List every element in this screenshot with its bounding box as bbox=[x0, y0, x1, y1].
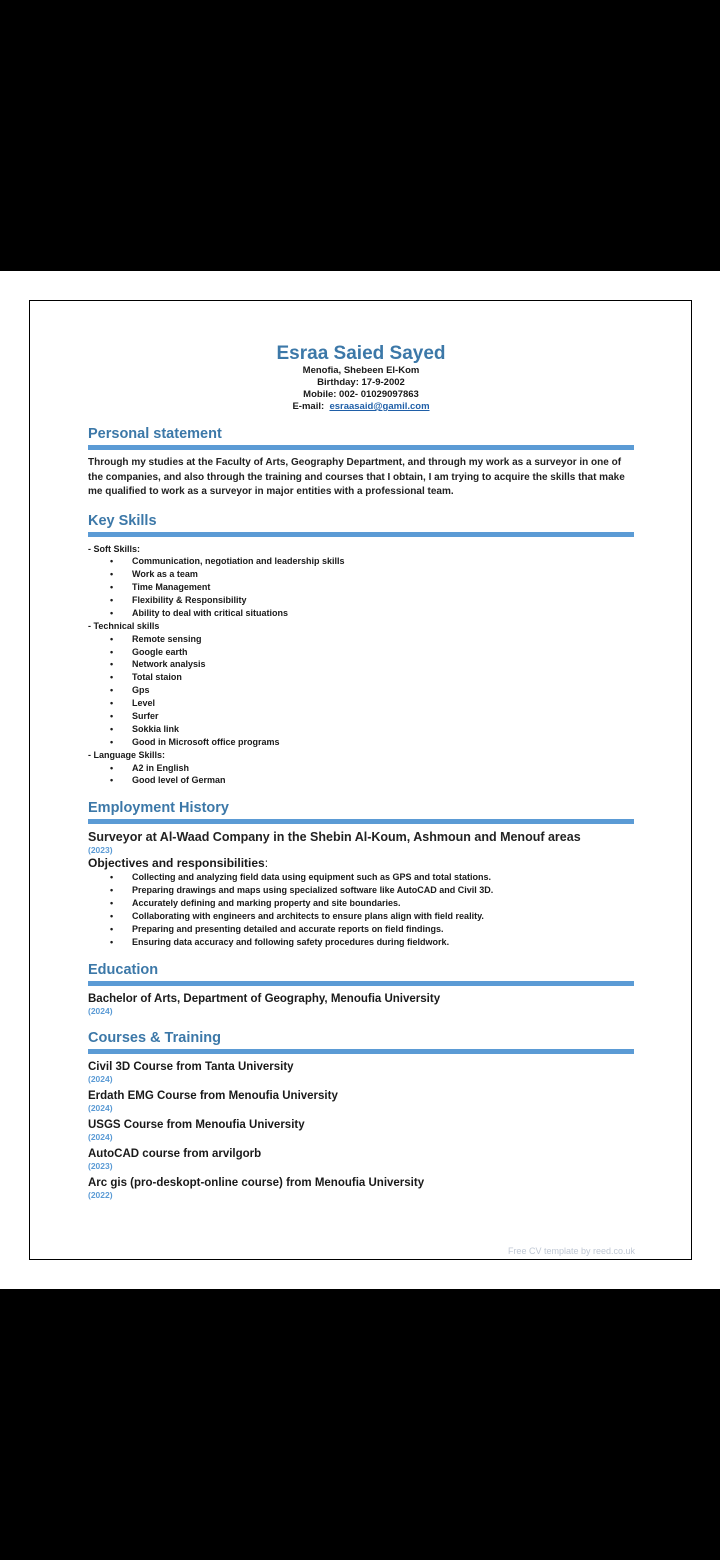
skill-item: • Good level of German bbox=[132, 774, 634, 787]
responsibility-item: • Ensuring data accuracy and following safety procedures during fieldwork. bbox=[132, 936, 634, 949]
course-name: Arc gis (pro-deskopt-online course) from Menoufia University bbox=[88, 1176, 425, 1189]
section-divider bbox=[88, 532, 634, 537]
course-year: (2024) bbox=[88, 1073, 113, 1084]
cv-header bbox=[88, 343, 634, 413]
skill-list bbox=[88, 633, 634, 749]
skill-list bbox=[88, 555, 634, 620]
section-title: Personal statement bbox=[88, 426, 222, 442]
skill-item: • Network analysis bbox=[132, 658, 634, 671]
address: Menofia, Shebeen El-Kom bbox=[302, 365, 420, 376]
skill-item: • Communication, negotiation and leadership skills bbox=[132, 555, 634, 568]
section-title: Education bbox=[88, 961, 159, 978]
mobile: Mobile: 002- 01029097863 bbox=[303, 389, 419, 400]
section-title: Employment History bbox=[88, 800, 229, 817]
template-credit: Free CV template by reed.co.uk bbox=[507, 1246, 635, 1256]
education-section bbox=[88, 961, 634, 1017]
skill-item: • Sokkia link bbox=[132, 723, 634, 736]
courses-section bbox=[88, 1029, 634, 1201]
skill-item: • Remote sensing bbox=[132, 633, 634, 646]
skill-item: • Level bbox=[132, 697, 634, 710]
skill-item: • Google earth bbox=[132, 646, 634, 659]
objectives-label: Objectives and responsibilities bbox=[88, 856, 265, 871]
skill-item: • Surfer bbox=[132, 710, 634, 723]
section-title: Key Skills bbox=[88, 512, 157, 529]
key-skills-section bbox=[88, 512, 634, 788]
section-divider bbox=[88, 445, 634, 450]
personal-statement-section bbox=[88, 425, 634, 500]
skill-item: • Time Management bbox=[132, 581, 634, 594]
skill-item: • A2 in English bbox=[132, 762, 634, 775]
cv-content bbox=[88, 343, 634, 1201]
document-page bbox=[0, 271, 720, 1289]
section-title: Courses & Training bbox=[88, 1029, 221, 1046]
skill-item: • Work as a team bbox=[132, 568, 634, 581]
section-divider bbox=[88, 819, 634, 824]
course-name: Erdath EMG Course from Menoufia University bbox=[88, 1089, 338, 1102]
email-label: E-mail: bbox=[292, 401, 325, 412]
responsibility-item: • Accurately defining and marking property and site boundaries. bbox=[132, 897, 634, 910]
objectives-heading: Objectives and responsibilities: bbox=[88, 856, 269, 871]
skill-item: • Total staion bbox=[132, 671, 634, 684]
skill-group-label: - Soft Skills: bbox=[88, 543, 141, 554]
degree: Bachelor of Arts, Department of Geography, Menoufia University bbox=[88, 992, 441, 1005]
skill-group-label: - Language Skills: bbox=[88, 749, 166, 760]
email-link[interactable]: esraasaid@gamil.com bbox=[329, 401, 430, 412]
course-year: (2024) bbox=[88, 1131, 113, 1142]
course-year: (2022) bbox=[88, 1189, 113, 1200]
skill-item: • Good in Microsoft office programs bbox=[132, 736, 634, 749]
job-title: Surveyor at Al-Waad Company in the Shebin Al-Koum, Ashmoun and Menouf areas bbox=[88, 830, 581, 845]
responsibility-item: • Collaborating with engineers and architects to ensure plans align with field reality. bbox=[132, 910, 634, 923]
skill-item: • Flexibility & Responsibility bbox=[132, 594, 634, 607]
responsibility-item: • Preparing and presenting detailed and accurate reports on field findings. bbox=[132, 923, 634, 936]
skill-item: • Gps bbox=[132, 684, 634, 697]
section-divider bbox=[88, 1049, 634, 1054]
skill-item: • Ability to deal with critical situations bbox=[132, 607, 634, 620]
personal-statement-text: Through my studies at the Faculty of Arts, Geography Department, and through my work as a surveyor in one of the companies, and also through the training and courses that I obtain, I am trying to acquire the skills that make me qualified to work as a surveyor in major entities with a professional team. bbox=[88, 457, 625, 497]
course-name: AutoCAD course from arvilgorb bbox=[88, 1147, 262, 1160]
birthday: Birthday: 17-9-2002 bbox=[317, 377, 405, 388]
section-divider bbox=[88, 981, 634, 986]
responsibility-item: • Preparing drawings and maps using specialized software like AutoCAD and Civil 3D. bbox=[132, 884, 634, 897]
course-year: (2023) bbox=[88, 1160, 113, 1171]
responsibility-item: • Collecting and analyzing field data using equipment such as GPS and total stations. bbox=[132, 871, 634, 884]
skill-list bbox=[88, 762, 634, 788]
job-year: (2023) bbox=[88, 845, 113, 856]
email-line bbox=[88, 401, 634, 413]
candidate-name: Esraa Saied Sayed bbox=[276, 343, 446, 364]
course-name: USGS Course from Menoufia University bbox=[88, 1118, 305, 1131]
course-name: Civil 3D Course from Tanta University bbox=[88, 1060, 294, 1073]
page-border bbox=[29, 300, 692, 1260]
degree-year: (2024) bbox=[88, 1005, 113, 1016]
employment-section bbox=[88, 799, 634, 948]
responsibility-list bbox=[88, 871, 634, 948]
skill-group-label: - Technical skills bbox=[88, 620, 160, 631]
course-year: (2024) bbox=[88, 1102, 113, 1113]
